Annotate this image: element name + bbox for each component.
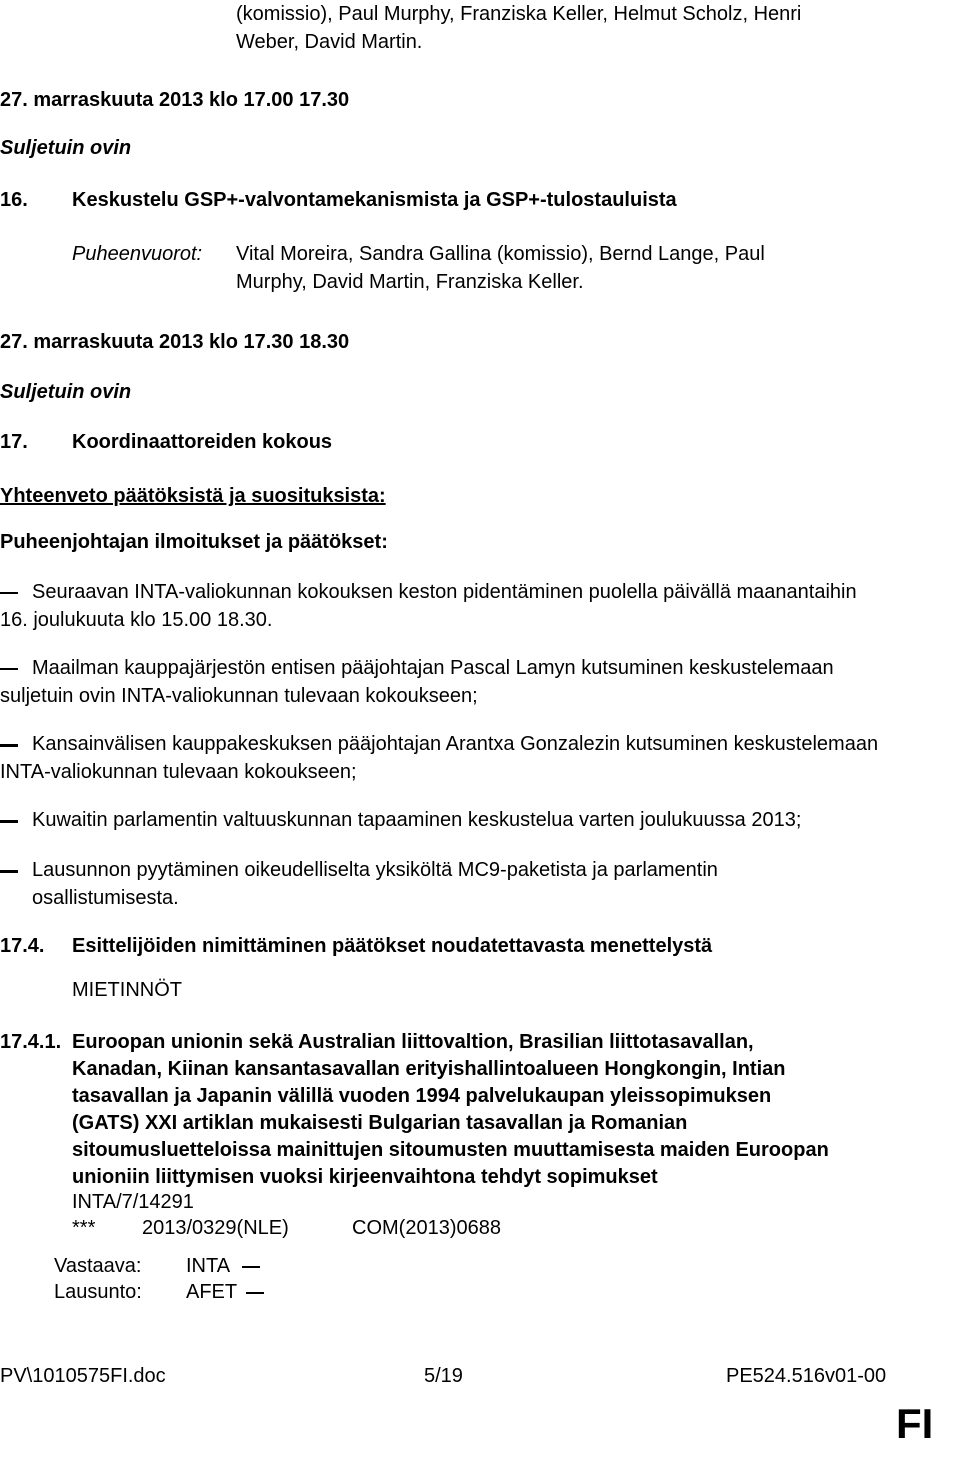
- footer-language-code: FI: [896, 1400, 934, 1447]
- footer-filename: PV\1010575FI.doc: [0, 1365, 166, 1387]
- speakers-label: Puheenvuorot:: [72, 243, 203, 265]
- bullet-dash: [0, 820, 18, 823]
- speakers-line-1: Vital Moreira, Sandra Gallina (komissio), Bernd Lange, Paul: [236, 243, 765, 265]
- bullet-text: Seuraavan INTA-valiokunnan kokouksen keston pidentäminen puolella päivällä maanantaihin: [32, 581, 857, 603]
- reports-label: MIETINNÖT: [72, 979, 182, 1001]
- agenda-item-number: 17.4.1.: [0, 1031, 62, 1053]
- com-number: COM(2013)0688: [352, 1217, 501, 1239]
- chair-heading: Puheenjohtajan ilmoitukset ja päätökset:: [0, 531, 388, 553]
- agenda-item-number: 17.: [0, 431, 28, 453]
- speakers-continuation-line-2: Weber, David Martin.: [236, 31, 423, 53]
- footer-page-number: 5/19: [424, 1365, 463, 1387]
- speakers-continuation-line-1: (komissio), Paul Murphy, Franziska Keller, Helmut Scholz, Henri: [236, 3, 802, 25]
- agenda-item-title: Keskustelu GSP+-valvontamekanismista ja GSP+-tulostauluista: [72, 189, 677, 211]
- bullet-text: Lausunnon pyytäminen oikeudelliselta yksiköltä MC9-paketista ja parlamentin: [32, 859, 718, 881]
- agenda-item-number: 16.: [0, 189, 28, 211]
- opinion-committee: AFET: [186, 1281, 238, 1303]
- bullet-text: Kansainvälisen kauppakeskuksen pääjohtajan Arantxa Gonzalezin kutsuminen keskustelemaan: [32, 733, 879, 755]
- footer-document-code: PE524.516v01-00: [726, 1365, 887, 1387]
- bullet-dash: [0, 744, 18, 747]
- bullet-dash: [0, 592, 18, 594]
- closed-session-label: Suljetuin ovin: [0, 137, 132, 159]
- speakers-line-2: Murphy, David Martin, Franziska Keller.: [236, 271, 584, 293]
- agenda-item-number: 17.4.: [0, 935, 45, 957]
- session-date: 27. marraskuuta 2013 klo 17.30 18.30: [0, 331, 350, 353]
- session-date: 27. marraskuuta 2013 klo 17.00 17.30: [0, 89, 350, 111]
- reference-number: INTA/7/14291: [72, 1191, 194, 1213]
- agenda-item-title-line: Kanadan, Kiinan kansantasavallan erityishallintoalueen Hongkongin, Intian: [72, 1058, 786, 1080]
- agenda-item-title: Esittelijöiden nimittäminen päätökset noudatettavasta menettelystä: [72, 935, 713, 957]
- bullet-dash: [0, 870, 18, 873]
- agenda-item-title-line: unioniin liittymisen vuoksi kirjeenvaihtona tehdyt sopimukset: [72, 1166, 658, 1188]
- agenda-item-title: Koordinaattoreiden kokous: [72, 431, 333, 453]
- bullet-text: osallistumisesta.: [32, 887, 179, 909]
- dash: [246, 1292, 264, 1294]
- bullet-text: Maailman kauppajärjestön entisen pääjohtajan Pascal Lamyn kutsuminen keskustelemaan: [32, 657, 834, 679]
- bullet-text: 16. joulukuuta klo 15.00 18.30.: [0, 609, 273, 631]
- agenda-item-title-line: (GATS) XXI artiklan mukaisesti Bulgarian tasavallan ja Romanian: [72, 1112, 688, 1134]
- agenda-item-title-line: sitoumusluetteloissa mainittujen sitoumusten muuttamisesta maiden Euroopan: [72, 1139, 829, 1161]
- opinion-label: Lausunto:: [54, 1281, 142, 1303]
- procedure-stars: ***: [72, 1217, 96, 1239]
- agenda-item-title-line: Euroopan unionin sekä Australian liittovaltion, Brasilian liittotasavallan,: [72, 1031, 754, 1053]
- responsible-committee: INTA: [186, 1255, 231, 1277]
- dash: [242, 1266, 260, 1268]
- bullet-text: suljetuin ovin INTA-valiokunnan tulevaan kokoukseen;: [0, 685, 478, 707]
- bullet-dash: [0, 668, 18, 670]
- summary-heading: Yhteenveto päätöksistä ja suosituksista:: [0, 485, 386, 507]
- bullet-text: Kuwaitin parlamentin valtuuskunnan tapaaminen keskustelua varten joulukuussa 2013;: [32, 809, 802, 831]
- procedure-number: 2013/0329(NLE): [142, 1217, 289, 1239]
- closed-session-label: Suljetuin ovin: [0, 381, 132, 403]
- agenda-item-title-line: tasavallan ja Japanin välillä vuoden 1994 palvelukaupan yleissopimuksen: [72, 1085, 772, 1107]
- responsible-label: Vastaava:: [54, 1255, 142, 1277]
- bullet-text: INTA-valiokunnan tulevaan kokoukseen;: [0, 761, 357, 783]
